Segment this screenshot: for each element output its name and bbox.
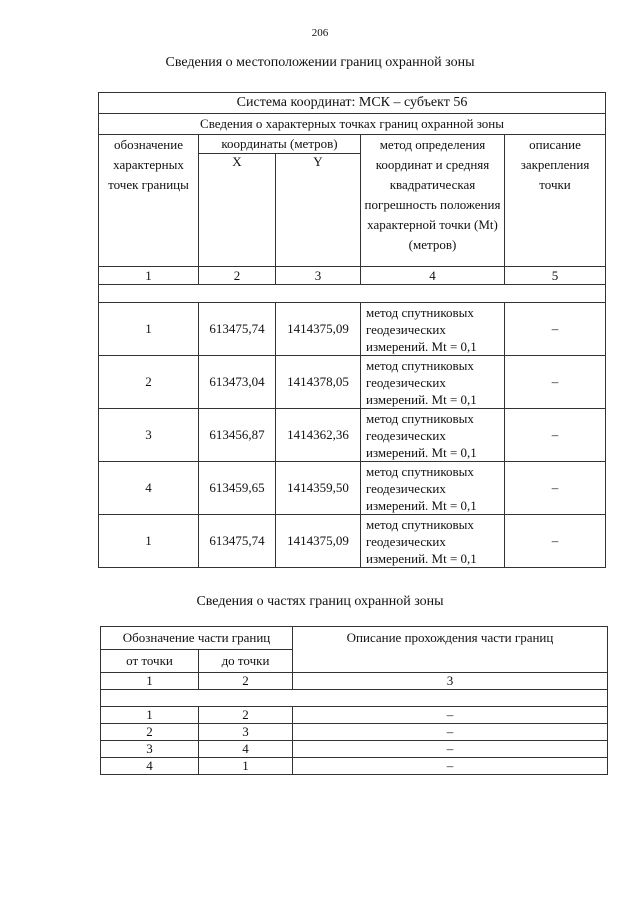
coord-x: 613475,74 — [199, 303, 276, 356]
table-subtitle: Сведения о характерных точках границ охранной зоны — [99, 114, 606, 135]
to-point: 2 — [199, 707, 293, 724]
header-from-point: от точки — [101, 650, 199, 673]
part-description: – — [293, 758, 608, 775]
fixing-desc: – — [505, 356, 606, 409]
fixing-desc: – — [505, 303, 606, 356]
from-point: 3 — [101, 741, 199, 758]
to-point: 3 — [199, 724, 293, 741]
to-point: 1 — [199, 758, 293, 775]
coord-y: 1414378,05 — [276, 356, 361, 409]
part-description: – — [293, 741, 608, 758]
from-point: 4 — [101, 758, 199, 775]
table-row — [99, 356, 606, 409]
method: метод спутниковых геодезических измерений. Mt = 0,1 — [361, 356, 505, 409]
column-number: 2 — [199, 673, 293, 690]
header-part-description: Описание прохождения части границ — [293, 627, 608, 673]
part-description: – — [293, 724, 608, 741]
method: метод спутниковых геодезических измерений. Mt = 0,1 — [361, 515, 505, 568]
coord-y: 1414362,36 — [276, 409, 361, 462]
blank-row — [99, 285, 606, 303]
header-coordinates: координаты (метров) — [199, 135, 361, 154]
table-row — [101, 758, 608, 775]
method: метод спутниковых геодезических измерений. Mt = 0,1 — [361, 303, 505, 356]
table-row — [99, 515, 606, 568]
table-row — [99, 409, 606, 462]
table-row — [99, 303, 606, 356]
header-x: X — [199, 154, 276, 267]
coordinate-system: Система координат: МСК – субъект 56 — [99, 93, 606, 114]
method: метод спутниковых геодезических измерений. Mt = 0,1 — [361, 409, 505, 462]
fixing-desc: – — [505, 462, 606, 515]
table-row — [101, 707, 608, 724]
coord-x: 613459,65 — [199, 462, 276, 515]
point-id: 3 — [99, 409, 199, 462]
point-id: 1 — [99, 303, 199, 356]
point-id: 4 — [99, 462, 199, 515]
column-number: 1 — [101, 673, 199, 690]
section-title-boundaries: Сведения о местоположении границ охранной зоны — [165, 55, 475, 70]
table-row — [101, 724, 608, 741]
column-number: 5 — [505, 267, 606, 285]
header-method: метод определения координат и средняя квадратическая погрешность положения характерной точки (Mt) (метров) — [361, 135, 505, 267]
table-row — [101, 741, 608, 758]
column-number: 4 — [361, 267, 505, 285]
header-fixing-description: описание закрепления точки — [505, 135, 606, 267]
fixing-desc: – — [505, 515, 606, 568]
method: метод спутниковых геодезических измерений. Mt = 0,1 — [361, 462, 505, 515]
coord-x: 613456,87 — [199, 409, 276, 462]
boundary-parts-table — [100, 626, 608, 775]
point-id: 2 — [99, 356, 199, 409]
part-description: – — [293, 707, 608, 724]
column-number: 3 — [276, 267, 361, 285]
section-title-parts: Сведения о частях границ охранной зоны — [196, 594, 444, 609]
coord-y: 1414375,09 — [276, 303, 361, 356]
table-row — [99, 462, 606, 515]
fixing-desc: – — [505, 409, 606, 462]
to-point: 4 — [199, 741, 293, 758]
blank-row — [101, 690, 608, 707]
header-to-point: до точки — [199, 650, 293, 673]
header-point-designation: обозначение характерных точек границы — [99, 135, 199, 267]
column-number: 2 — [199, 267, 276, 285]
coord-y: 1414359,50 — [276, 462, 361, 515]
column-number: 3 — [293, 673, 608, 690]
header-y: Y — [276, 154, 361, 267]
boundary-points-table — [98, 92, 606, 568]
point-id: 1 — [99, 515, 199, 568]
from-point: 1 — [101, 707, 199, 724]
from-point: 2 — [101, 724, 199, 741]
column-number: 1 — [99, 267, 199, 285]
coord-x: 613473,04 — [199, 356, 276, 409]
page-number: 206 — [311, 27, 329, 39]
coord-y: 1414375,09 — [276, 515, 361, 568]
header-parts: Обозначение части границ — [101, 627, 293, 650]
coord-x: 613475,74 — [199, 515, 276, 568]
